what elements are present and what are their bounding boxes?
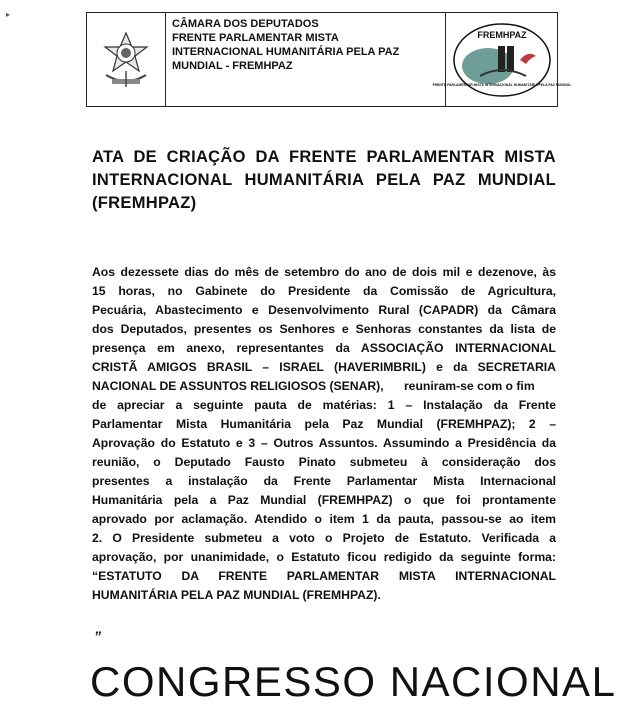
body-line: de apreciar a seguinte pauta de matérias: 1 – Instalação da Frente (92, 398, 556, 412)
body-line: Aprovação do Estatuto e 3 – Outros Assuntos. Assumindo a Presidência da (92, 436, 556, 450)
body-line: presença em anexo, representantes da ASSOCIAÇÃO INTERNACIONAL (92, 341, 556, 355)
title-line: (FREMHPAZ) (92, 194, 197, 212)
coat-of-arms-cell (87, 13, 166, 106)
body-line: presentes a instalação da Frente Parlamentar Mista Internacional (92, 474, 556, 488)
body-line: aprovação, por unanimidade, o Estatuto ficou redigido da seguinte forma: (92, 550, 556, 564)
body-line: Pecuária, Abastecimento e Desenvolvimento Rural (CAPADR) da Câmara (92, 303, 556, 317)
header-line: INTERNACIONAL HUMANITÁRIA PELA PAZ (172, 46, 400, 58)
margin-marker: ▸ (6, 10, 11, 19)
document-header (86, 12, 571, 107)
fremhpaz-logo (432, 20, 571, 100)
body-line: aprovado por aclamação. Atendido o item 1 da pauta, passou-se ao item (92, 512, 556, 526)
logo-cell (432, 13, 571, 106)
body-line: NACIONAL DE ASSUNTOS RELIGIOSOS (SENAR), reuniram-se com o fim (92, 379, 535, 393)
body-line: dos Deputados, presentes os Senhores e Senhoras constantes da lista de (92, 322, 556, 336)
brazil-coat-of-arms-icon (98, 29, 154, 91)
logo-title: FREMHPAZ (476, 29, 527, 40)
body-line: “ESTATUTO DA FRENTE PARLAMENTAR MISTA INTERNACIONAL (92, 569, 556, 583)
title-line: ATA DE CRIAÇÃO DA FRENTE PARLAMENTAR MISTA (92, 148, 556, 166)
header-title-block (166, 13, 446, 106)
body-line: reunião, o Deputado Fausto Pinato submeteu à consideração dos (92, 455, 556, 469)
logo-subtitle: FRENTE PARLAMENTAR MISTA INTERNACIONAL HUMANITÁRIA PELA PAZ MUNDIAL (432, 82, 571, 87)
minutes-body (92, 263, 556, 605)
header-line: FRENTE PARLAMENTAR MISTA (172, 32, 339, 44)
body-line: HUMANITÁRIA PELA PAZ MUNDIAL (FREMHPAZ). (92, 588, 381, 602)
title-line: INTERNACIONAL HUMANITÁRIA PELA PAZ MUNDIAL (92, 171, 556, 189)
body-line: 15 horas, no Gabinete do Presidente da Comissão de Agricultura, (92, 284, 556, 298)
document-title (92, 146, 556, 215)
header-line: CÂMARA DOS DEPUTADOS (172, 18, 319, 30)
closing-quote: ” (94, 628, 101, 644)
body-line: 2. O Presidente submeteu a voto o Projeto de Estatuto. Verificada a (92, 531, 556, 545)
congress-heading: CONGRESSO NACIONAL (90, 658, 617, 705)
body-line: Parlamentar Mista Humanitária pela Paz Mundial (FREMHPAZ); 2 – (92, 417, 556, 431)
body-line: Humanitária pela a Paz Mundial (FREMHPAZ) o que foi prontamente (92, 493, 556, 507)
body-line: Aos dezessete dias do mês de setembro do ano de dois mil e dezenove, às (92, 265, 556, 279)
body-line: CRISTÃ AMIGOS BRASIL – ISRAEL (HAVERIMBRIL) e da SECRETARIA (92, 360, 556, 374)
header-line: MUNDIAL - FREMHPAZ (172, 60, 293, 72)
